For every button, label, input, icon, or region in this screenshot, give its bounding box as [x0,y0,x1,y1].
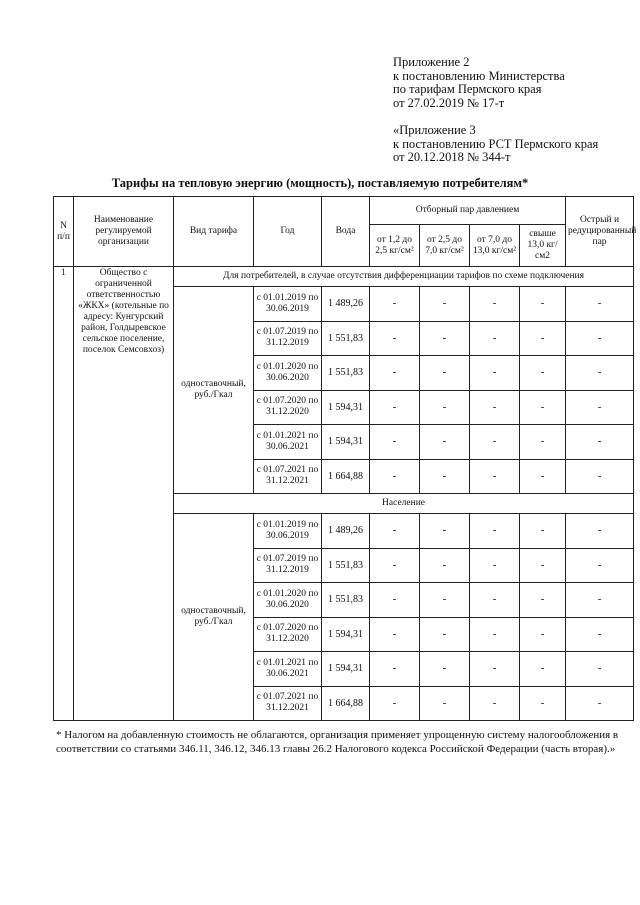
empty-tariff-cell: - [370,686,420,721]
water-tariff-cell: 1 664,88 [322,686,370,721]
empty-tariff-cell: - [470,321,520,356]
empty-tariff-cell: - [520,652,566,687]
period-cell: с 01.01.2019 по 30.06.2019 [254,287,322,322]
empty-tariff-cell: - [370,321,420,356]
col-header-water: Вода [322,197,370,267]
empty-tariff-cell: - [370,617,420,652]
empty-tariff-cell: - [566,287,634,322]
period-cell: с 01.07.2019 по 31.12.2019 [254,548,322,583]
empty-tariff-cell: - [470,356,520,391]
empty-tariff-cell: - [420,425,470,460]
water-tariff-cell: 1 551,83 [322,356,370,391]
col-header-sharp-steam: Острый и редуцированный пар [566,197,634,267]
header-line: Приложение 2 [393,55,470,69]
col-header-pressure-1: от 1,2 до 2,5 кг/см² [370,225,420,267]
water-tariff-cell: 1 664,88 [322,459,370,494]
empty-tariff-cell: - [420,287,470,322]
water-tariff-cell: 1 489,26 [322,287,370,322]
period-cell: с 01.01.2020 по 30.06.2020 [254,583,322,618]
period-cell: с 01.07.2021 по 31.12.2021 [254,459,322,494]
period-cell: с 01.01.2019 по 30.06.2019 [254,514,322,549]
empty-tariff-cell: - [520,321,566,356]
empty-tariff-cell: - [470,459,520,494]
water-tariff-cell: 1 594,31 [322,390,370,425]
period-cell: с 01.01.2021 по 30.06.2021 [254,425,322,460]
header-line: «Приложение 3 [393,123,476,137]
empty-tariff-cell: - [420,583,470,618]
empty-tariff-cell: - [520,514,566,549]
empty-tariff-cell: - [566,321,634,356]
empty-tariff-cell: - [566,617,634,652]
header-line: к постановлению РСТ Пермского края [393,136,599,151]
empty-tariff-cell: - [370,459,420,494]
empty-tariff-cell: - [420,390,470,425]
section-label: Население [174,494,634,514]
col-header-pressure-2: от 2,5 до 7,0 кг/см² [420,225,470,267]
water-tariff-cell: 1 594,31 [322,652,370,687]
empty-tariff-cell: - [470,390,520,425]
water-tariff-cell: 1 594,31 [322,425,370,460]
empty-tariff-cell: - [470,583,520,618]
empty-tariff-cell: - [520,356,566,391]
empty-tariff-cell: - [520,390,566,425]
empty-tariff-cell: - [370,548,420,583]
empty-tariff-cell: - [370,583,420,618]
col-header-num: N п/п [54,197,74,267]
empty-tariff-cell: - [420,617,470,652]
period-cell: с 01.07.2020 по 31.12.2020 [254,617,322,652]
section-label: Для потребителей, в случае отсутствия дифференциации тарифов по схеме подключения [174,267,634,287]
empty-tariff-cell: - [470,425,520,460]
empty-tariff-cell: - [420,356,470,391]
row-number: 1 [54,267,74,721]
empty-tariff-cell: - [566,390,634,425]
empty-tariff-cell: - [566,514,634,549]
empty-tariff-cell: - [566,425,634,460]
header-line: к постановлению Министерства [393,68,565,83]
empty-tariff-cell: - [370,652,420,687]
organization-name: Общество с ограниченной ответственностью «ЖКХ» (котельные по адресу: Кунгурский район, Голдыревское сельское поселение, поселок Семсовхоз) [74,267,174,721]
empty-tariff-cell: - [420,514,470,549]
water-tariff-cell: 1 594,31 [322,617,370,652]
empty-tariff-cell: - [470,652,520,687]
header-line: по тарифам Пермского края [393,82,542,96]
document-header [393,56,598,165]
empty-tariff-cell: - [566,356,634,391]
water-tariff-cell: 1 551,83 [322,548,370,583]
water-tariff-cell: 1 551,83 [322,583,370,618]
empty-tariff-cell: - [566,548,634,583]
period-cell: с 01.01.2020 по 30.06.2020 [254,356,322,391]
empty-tariff-cell: - [566,583,634,618]
period-cell: с 01.01.2021 по 30.06.2021 [254,652,322,687]
period-cell: с 01.07.2021 по 31.12.2021 [254,686,322,721]
empty-tariff-cell: - [370,287,420,322]
empty-tariff-cell: - [420,321,470,356]
col-header-year: Год [254,197,322,267]
empty-tariff-cell: - [470,548,520,583]
empty-tariff-cell: - [420,686,470,721]
period-cell: с 01.07.2019 по 31.12.2019 [254,321,322,356]
water-tariff-cell: 1 551,83 [322,321,370,356]
period-cell: с 01.07.2020 по 31.12.2020 [254,390,322,425]
empty-tariff-cell: - [370,425,420,460]
col-header-org: Наименование регулируемой организации [74,197,174,267]
empty-tariff-cell: - [520,686,566,721]
empty-tariff-cell: - [420,548,470,583]
col-header-pressure-3: от 7,0 до 13,0 кг/см² [470,225,520,267]
empty-tariff-cell: - [520,548,566,583]
empty-tariff-cell: - [470,686,520,721]
empty-tariff-cell: - [420,459,470,494]
empty-tariff-cell: - [370,390,420,425]
empty-tariff-cell: - [566,686,634,721]
header-line: от 20.12.2018 № 344-т [393,150,511,164]
empty-tariff-cell: - [566,652,634,687]
empty-tariff-cell: - [566,459,634,494]
empty-tariff-cell: - [470,617,520,652]
empty-tariff-cell: - [370,514,420,549]
footnote: * Налогом на добавленную стоимость не облагаются, организация применяет упрощенную систему налогообложения в соответствии со статьями 346.11, 346.12, 346.13 главы 26.2 Налогового кодекса Российской Федерации (часть вторая).» [56,729,619,755]
header-line: от 27.02.2019 № 17-т [393,95,505,110]
empty-tariff-cell: - [520,583,566,618]
empty-tariff-cell: - [470,514,520,549]
empty-tariff-cell: - [520,459,566,494]
tariff-type: одноставочный, руб./Гкал [174,287,254,494]
col-header-type: Вид тарифа [174,197,254,267]
tariff-table [53,196,637,721]
empty-tariff-cell: - [520,617,566,652]
empty-tariff-cell: - [520,425,566,460]
document-title: Тарифы на тепловую энергию (мощность), поставляемую потребителям* [111,176,529,190]
empty-tariff-cell: - [420,652,470,687]
empty-tariff-cell: - [370,356,420,391]
tariff-type: одноставочный, руб./Гкал [174,514,254,721]
empty-tariff-cell: - [520,287,566,322]
col-header-steam-group: Отборный пар давлением [370,197,566,225]
empty-tariff-cell: - [470,287,520,322]
water-tariff-cell: 1 489,26 [322,514,370,549]
col-header-pressure-4: свыше 13,0 кг/см2 [520,225,566,267]
